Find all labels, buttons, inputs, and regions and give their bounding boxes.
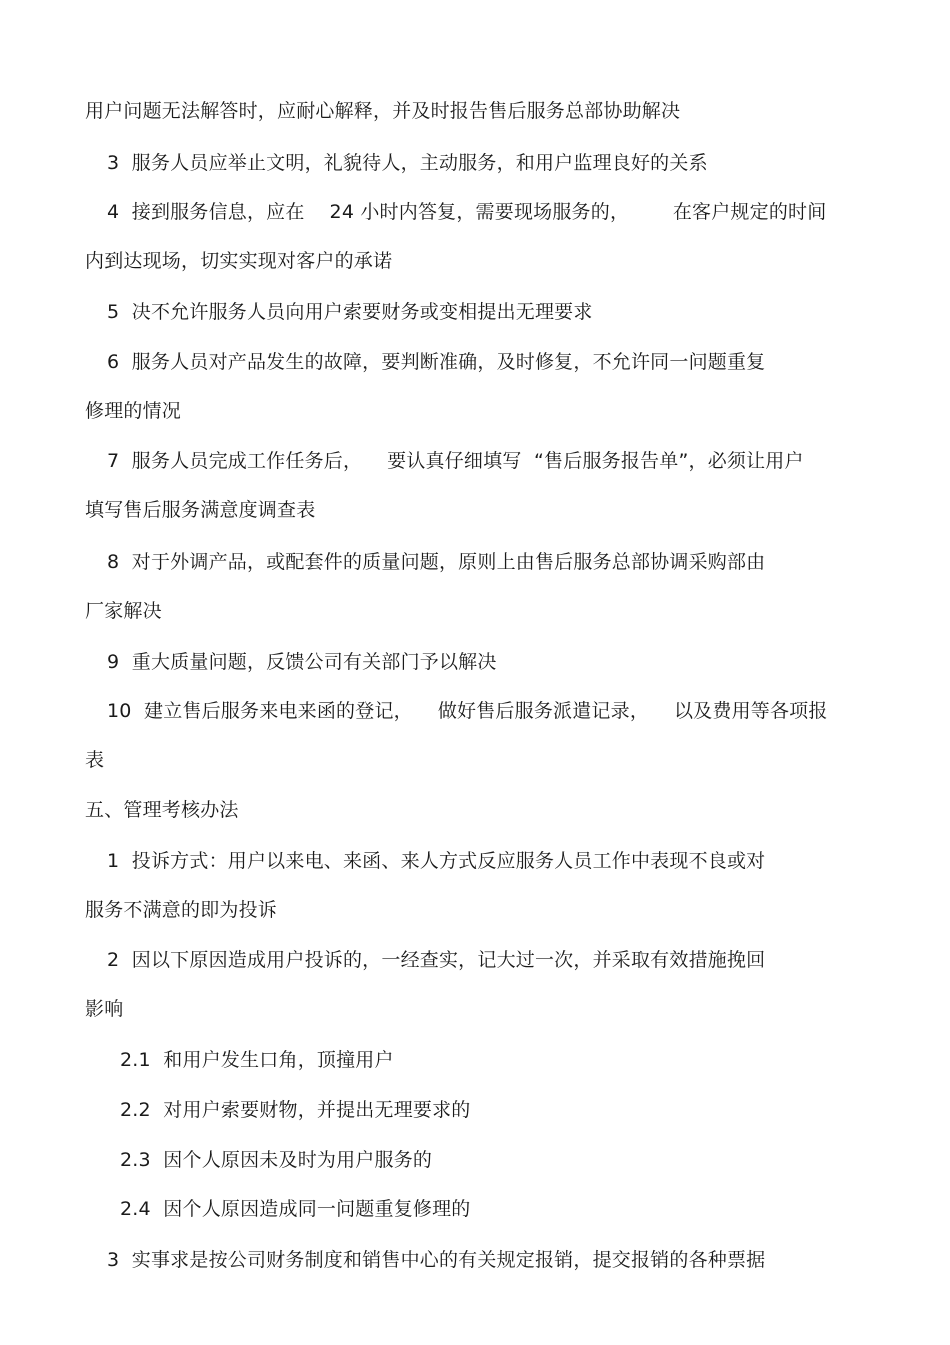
- sub-item: 2.1 和用户发生口角，顶撞用户: [120, 1049, 394, 1071]
- text-line: 修理的情况: [85, 400, 182, 422]
- text-line: 5 决不允许服务人员向用户索要财务或变相提出无理要求: [107, 301, 593, 323]
- text-line: 10 建立售后服务来电来函的登记， 做好售后服务派遣记录， 以及费用等各项报: [107, 700, 828, 722]
- text-line: 用户问题无法解答时，应耐心解释，并及时报告售后服务总部协助解决: [85, 100, 681, 122]
- text-line: 影响: [85, 998, 124, 1020]
- text-line: 3 实事求是按公司财务制度和销售中心的有关规定报销，提交报销的各种票据: [107, 1249, 766, 1271]
- section-heading: 五、管理考核办法: [85, 799, 239, 821]
- text-line: 6 服务人员对产品发生的故障，要判断准确，及时修复，不允许同一问题重复: [107, 351, 766, 373]
- text-line: 7 服务人员完成工作任务后， 要认真仔细填写 “售后服务报告单”，必须让用户: [107, 450, 804, 472]
- sub-item: 2.3 因个人原因未及时为用户服务的: [120, 1149, 433, 1171]
- text-line: 内到达现场，切实实现对客户的承诺: [85, 250, 393, 272]
- text-line: 表: [85, 749, 105, 771]
- text-line: 填写售后服务满意度调查表: [85, 499, 316, 521]
- text-line: 厂家解决: [85, 600, 162, 622]
- text-line: 1 投诉方式：用户以来电、来函、来人方式反应服务人员工作中表现不良或对: [107, 850, 766, 872]
- text-line: 3 服务人员应举止文明，礼貌待人，主动服务，和用户监理良好的关系: [107, 152, 708, 174]
- text-line: 服务不满意的即为投诉: [85, 899, 278, 921]
- text-line: 4 接到服务信息，应在 24 小时内答复，需要现场服务的， 在客户规定的时间: [107, 201, 827, 223]
- text-line: 2 因以下原因造成用户投诉的，一经查实，记大过一次，并采取有效措施挽回: [107, 949, 766, 971]
- text-line: 9 重大质量问题，反馈公司有关部门予以解决: [107, 651, 497, 673]
- sub-item: 2.2 对用户索要财物，并提出无理要求的: [120, 1099, 471, 1121]
- text-line: 8 对于外调产品，或配套件的质量问题，原则上由售后服务总部协调采购部由: [107, 551, 766, 573]
- sub-item: 2.4 因个人原因造成同一问题重复修理的: [120, 1198, 471, 1220]
